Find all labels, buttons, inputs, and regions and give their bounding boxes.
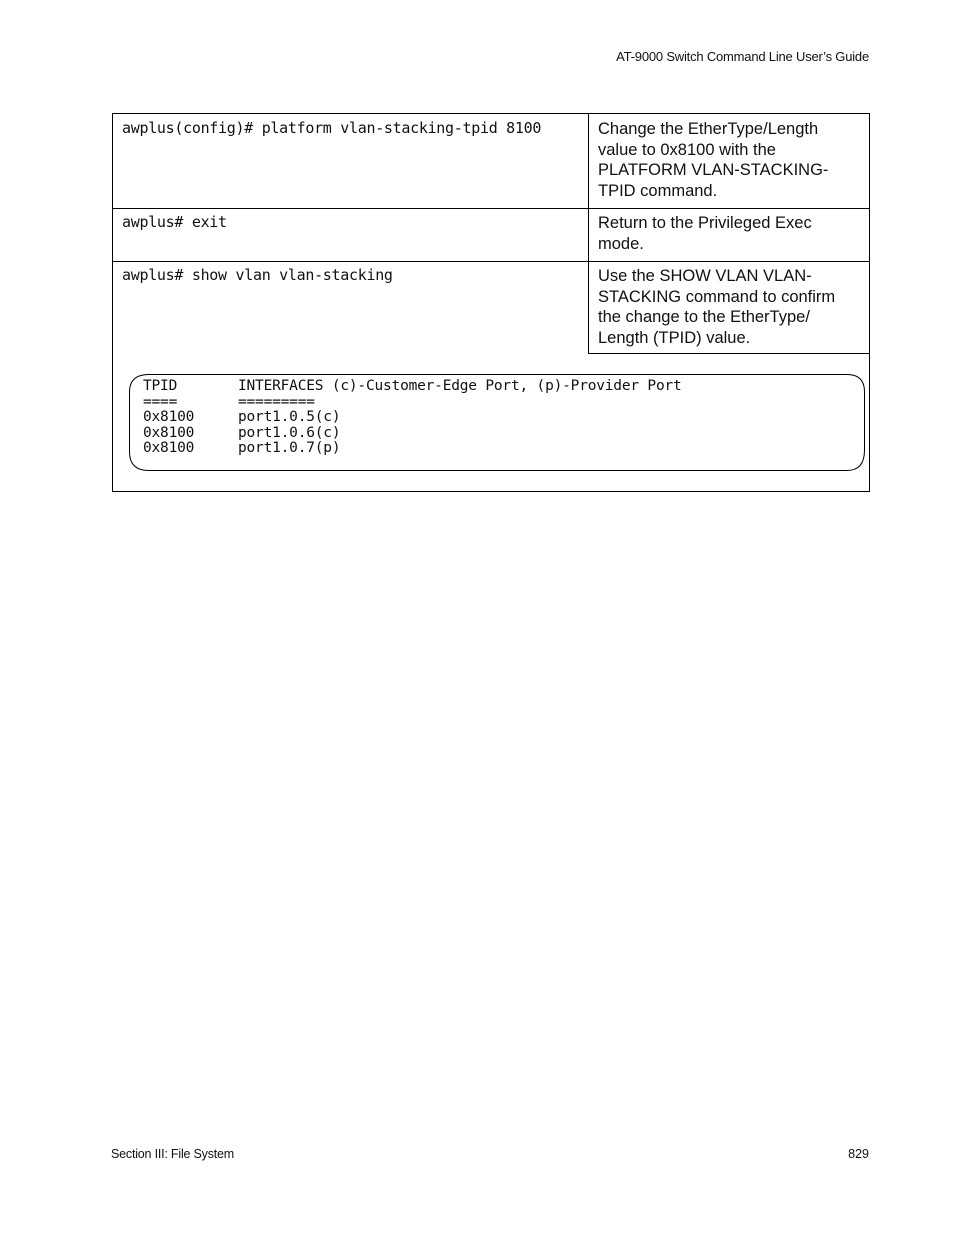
page-number: 829 <box>848 1147 869 1161</box>
interface-value: port1.0.5(c) <box>238 409 341 425</box>
table-row <box>113 114 869 209</box>
tpid-value: 0x8100 <box>143 440 195 456</box>
command-cell: awplus(config)# platform vlan-stacking-tpid 8100 <box>113 114 589 208</box>
footer-section: Section III: File System <box>111 1147 235 1161</box>
interface-value: port1.0.6(c) <box>238 424 341 441</box>
output-entry <box>143 410 682 426</box>
interfaces-column-header: INTERFACES (c)-Customer-Edge Port, (p)-Provider Port <box>238 378 682 394</box>
command-table <box>112 113 870 492</box>
output-text <box>143 379 682 457</box>
command-output-box <box>129 374 865 470</box>
description-cell: Return to the Privileged Exec mode. <box>598 214 812 253</box>
tpid-column-header: TPID <box>143 378 178 394</box>
tpid-underline: ==== <box>143 393 178 410</box>
interface-value: port1.0.7(p) <box>238 440 341 456</box>
description-cell: Use the SHOW VLAN VLAN-STACKING command to confirm the change to the EtherType/ Length (TPID) value. <box>589 261 869 354</box>
command-cell: awplus# exit <box>113 208 589 261</box>
output-underline-line <box>143 395 682 411</box>
output-header-line <box>143 379 682 395</box>
output-entry <box>143 426 682 442</box>
description-cell: Change the EtherType/Length value to 0x8100 with the PLATFORM VLAN-STACKING-TPID command. <box>598 120 829 200</box>
table-row <box>113 208 869 262</box>
table-row <box>113 261 869 354</box>
interfaces-underline: ========= <box>238 393 315 410</box>
command-cell: awplus# show vlan vlan-stacking <box>113 261 589 354</box>
tpid-value: 0x8100 <box>143 409 195 425</box>
tpid-value: 0x8100 <box>143 424 195 441</box>
output-entry <box>143 441 682 457</box>
running-header: AT-9000 Switch Command Line User’s Guide <box>616 49 869 64</box>
